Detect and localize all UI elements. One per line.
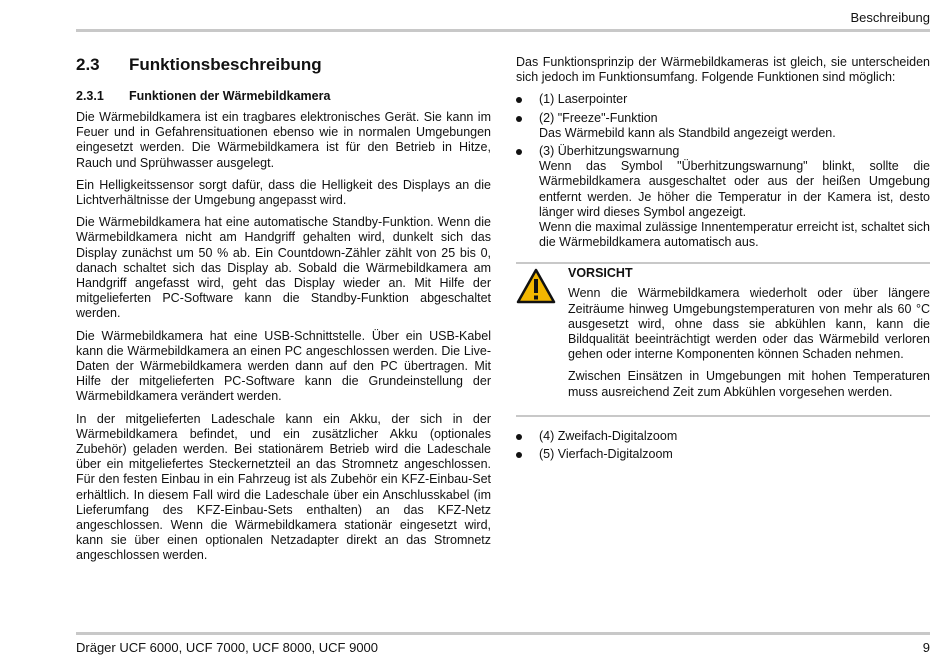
list-item bbox=[516, 447, 930, 462]
paragraph: Die Wärmebildkamera ist ein tragbares elektronisches Gerät. Sie kann im Feuer und in Gefahrensituationen ebenso wie in normalen Umgebungen eingesetzt werden. Die Wärmebildkamera ist für den Betrieb in Hitze, Rauch und Sprühwasser ausgelegt. bbox=[76, 110, 491, 170]
list-item-label: (3) Überhitzungswarnung bbox=[539, 144, 680, 159]
paragraph: Die Wärmebildkamera hat eine USB-Schnittstelle. Über ein USB-Kabel kann die Wärmebildkamera an einen PC angeschlossen werden. Die Live-Daten der Wärmebildkamera werden dann auf den PC übertragen. Mit Hilfe der mitgelieferten PC-Software kann die Grundeinstellung der Wärmebildkamera verändert werden. bbox=[76, 328, 491, 404]
section-number: 2.3 bbox=[76, 55, 100, 74]
list-item-description: Wenn das Symbol "Überhitzungswarnung" blinkt, sollte die Wärmebildkamera ausgeschaltet oder aus der heißen Umgebung entfernt werden. Je höher die Temperatur in der Kamera ist, desto länger wird dieses Symbol angezeigt. bbox=[539, 159, 930, 219]
warning-triangle-icon bbox=[516, 268, 556, 304]
list-item-label: (2) "Freeze"-Funktion bbox=[539, 110, 658, 125]
subsection-title: Funktionen der Wärmebildkamera bbox=[129, 89, 331, 103]
subsection-number: 2.3.1 bbox=[76, 89, 104, 103]
intro-paragraph: Das Funktionsprinzip der Wärmebildkameras ist gleich, sie unterscheiden sich jedoch im Funktionsumfang. Folgende Funktionen sind möglich: bbox=[516, 55, 930, 85]
section-title: Funktionsbeschreibung bbox=[129, 55, 322, 74]
list-item-description: Das Wärmebild kann als Standbild angezeigt werden. bbox=[539, 125, 836, 140]
paragraph: Die Wärmebildkamera hat eine automatische Standby-Funktion. Wenn die Wärmebildkamera nicht am Handgriff gehalten wird, dunkelt sich das Display zunächst um 50 % ab. Ein Countdown-Zähler zählt von 25 bis 0, danach schaltet sich das Display ab. Sobald die Wärmebildkamera am Handgriff angefasst wird, geht das Display wieder an. Mit Hilfe der mitgelieferten PC-Software kann die Standby-Funktion abgeschaltet werden. bbox=[76, 215, 491, 321]
bullet-icon bbox=[516, 97, 522, 103]
caution-box bbox=[516, 262, 930, 416]
paragraph: Ein Helligkeitssensor sorgt dafür, dass die Helligkeit des Displays an die Lichtverhältnisse der Umgebung angepasst wird. bbox=[76, 177, 491, 208]
list-item bbox=[516, 144, 930, 250]
header-divider bbox=[76, 29, 930, 32]
caution-text: Wenn die Wärmebildkamera wiederholt oder über längere Zeiträume hinweg Umgebungstemperaturen von mehr als 60 °C ausgesetzt wird, ohne dass sie abkühlen kann, kann die Bildqualität beeinträchtigt werden oder das Wärmebild verloren gehen oder interne Komponenten können Schaden nehmen. bbox=[568, 286, 930, 362]
right-column bbox=[516, 55, 930, 465]
footer-product: Dräger UCF 6000, UCF 7000, UCF 8000, UCF 9000 bbox=[76, 640, 379, 655]
function-list bbox=[516, 429, 930, 462]
list-item-description: Wenn die maximal zulässige Innentemperatur erreicht ist, schaltet sich die Wärmebildkamera automatisch aus. bbox=[539, 220, 930, 250]
bullet-icon bbox=[516, 434, 522, 440]
list-item bbox=[516, 111, 930, 141]
function-list bbox=[516, 92, 930, 250]
paragraph: In der mitgelieferten Ladeschale kann ein Akku, der sich in der Wärmebildkamera befindet, und ein zusätzlicher Akku (optionales Zubehör) geladen werden. Bei stationärem Betrieb wird die Ladeschale über ein mitgeliefertes Steckernetzteil an das Stromnetz angeschlossen. Für den festen Einbau in ein Fahrzeug ist als Zubehör ein KFZ-Einbau-Set erhältlich. In diesem Fall wird die Ladeschale über ein Anschlusskabel (im Lieferumfang des KFZ-Einbau-Sets enthalten) an das KFZ-Netz angeschlossen. Wenn die Wärmebildkamera stationär eingesetzt wird, kann sie über einen optionalen Netzadapter direkt an das Stromnetz angeschlossen werden. bbox=[76, 411, 491, 563]
bullet-icon bbox=[516, 452, 522, 458]
bullet-icon bbox=[516, 149, 522, 155]
page-header-title: Beschreibung bbox=[850, 10, 930, 25]
subsection-heading bbox=[76, 89, 491, 103]
list-item-label: (5) Vierfach-Digitalzoom bbox=[539, 447, 673, 462]
bullet-icon bbox=[516, 116, 522, 122]
list-item bbox=[516, 92, 930, 107]
footer-divider bbox=[76, 632, 930, 635]
page-number: 9 bbox=[922, 640, 930, 655]
list-item-label: (4) Zweifach-Digitalzoom bbox=[539, 428, 678, 443]
left-column bbox=[76, 55, 491, 571]
list-item bbox=[516, 429, 930, 444]
caution-title: VORSICHT bbox=[568, 266, 633, 281]
caution-text: Zwischen Einsätzen in Umgebungen mit hohen Temperaturen muss ausreichend Zeit zum Abkühlen vorgesehen werden. bbox=[568, 369, 930, 399]
list-item-label: (1) Laserpointer bbox=[539, 92, 628, 107]
section-heading bbox=[76, 55, 491, 75]
